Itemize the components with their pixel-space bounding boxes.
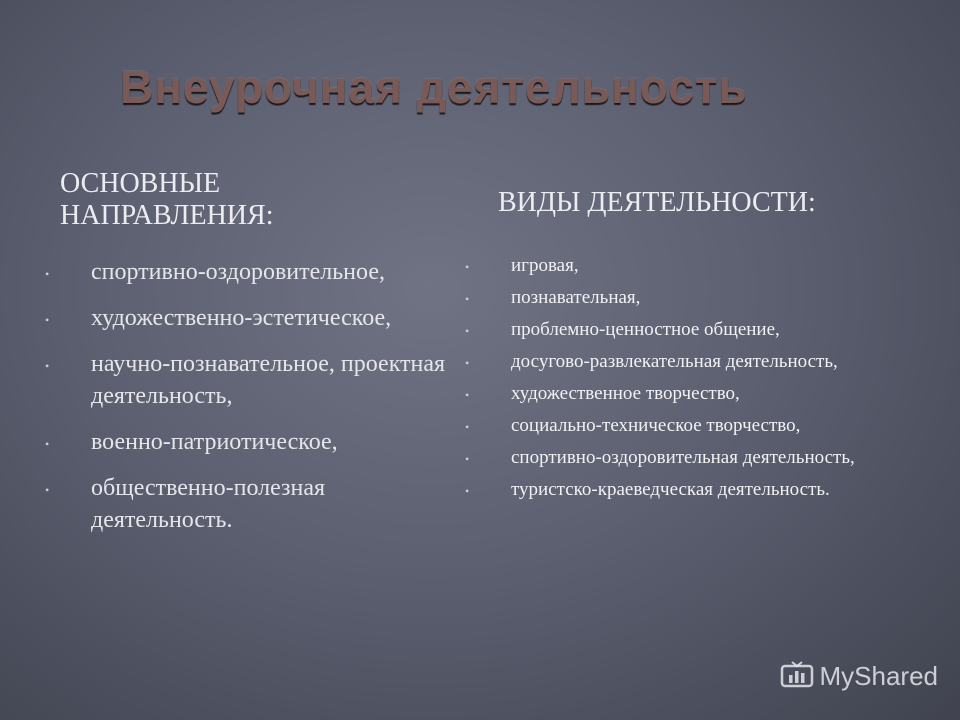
list-item-text: художественно-эстетическое,: [91, 305, 392, 331]
list-item: [465, 254, 915, 278]
list-item: [465, 318, 915, 342]
bullet-icon: •: [465, 484, 470, 498]
bullet-icon: •: [465, 260, 470, 274]
list-item: [465, 382, 915, 406]
list-item-text: спортивно-оздоровительное,: [91, 259, 385, 285]
list-item-text: игровая,: [511, 255, 579, 276]
list-item: [465, 446, 915, 470]
list-item-text: научно-познавательное, проектная деятельность,: [91, 351, 446, 409]
main-directions-list: [45, 256, 455, 550]
list-item: [45, 348, 455, 412]
slide-title: Внеурочная деятельность: [120, 61, 748, 113]
list-item: [45, 472, 455, 536]
list-item: [45, 256, 455, 288]
list-item: [45, 302, 455, 334]
left-column-heading: ОСНОВНЫЕ НАПРАВЛЕНИЯ:: [60, 168, 274, 231]
myshared-logo-icon: [780, 660, 814, 692]
list-item-text: общественно-полезная деятельность.: [91, 475, 326, 533]
bullet-icon: •: [45, 483, 50, 497]
list-item: [465, 414, 915, 438]
bullet-icon: •: [465, 324, 470, 338]
activity-types-list: [465, 254, 915, 510]
bullet-icon: •: [45, 359, 50, 373]
list-item-text: туристско-краеведческая деятельность.: [511, 479, 830, 500]
bullet-icon: •: [465, 292, 470, 306]
bullet-icon: •: [465, 452, 470, 466]
list-item-text: проблемно-ценностное общение,: [511, 319, 780, 340]
list-item: [465, 478, 915, 502]
list-item-text: военно-патриотическое,: [91, 429, 338, 455]
list-item: [465, 286, 915, 310]
bullet-icon: •: [45, 437, 50, 451]
bullet-icon: •: [45, 267, 50, 281]
bullet-icon: •: [465, 356, 470, 370]
bullet-icon: •: [465, 388, 470, 402]
bullet-icon: •: [45, 313, 50, 327]
list-item-text: социально-техническое творчество,: [511, 415, 801, 436]
bullet-icon: •: [465, 420, 470, 434]
list-item-text: художественное творчество,: [511, 383, 740, 404]
list-item: [45, 426, 455, 458]
myshared-watermark[interactable]: [780, 660, 939, 692]
list-item-text: досугово-развлекательная деятельность,: [511, 351, 838, 372]
right-column-heading: ВИДЫ ДЕЯТЕЛЬНОСТИ:: [498, 187, 816, 218]
list-item-text: спортивно-оздоровительная деятельность,: [511, 447, 855, 468]
list-item: [465, 350, 915, 374]
watermark-text: MyShared: [819, 660, 938, 691]
list-item-text: познавательная,: [511, 287, 641, 308]
